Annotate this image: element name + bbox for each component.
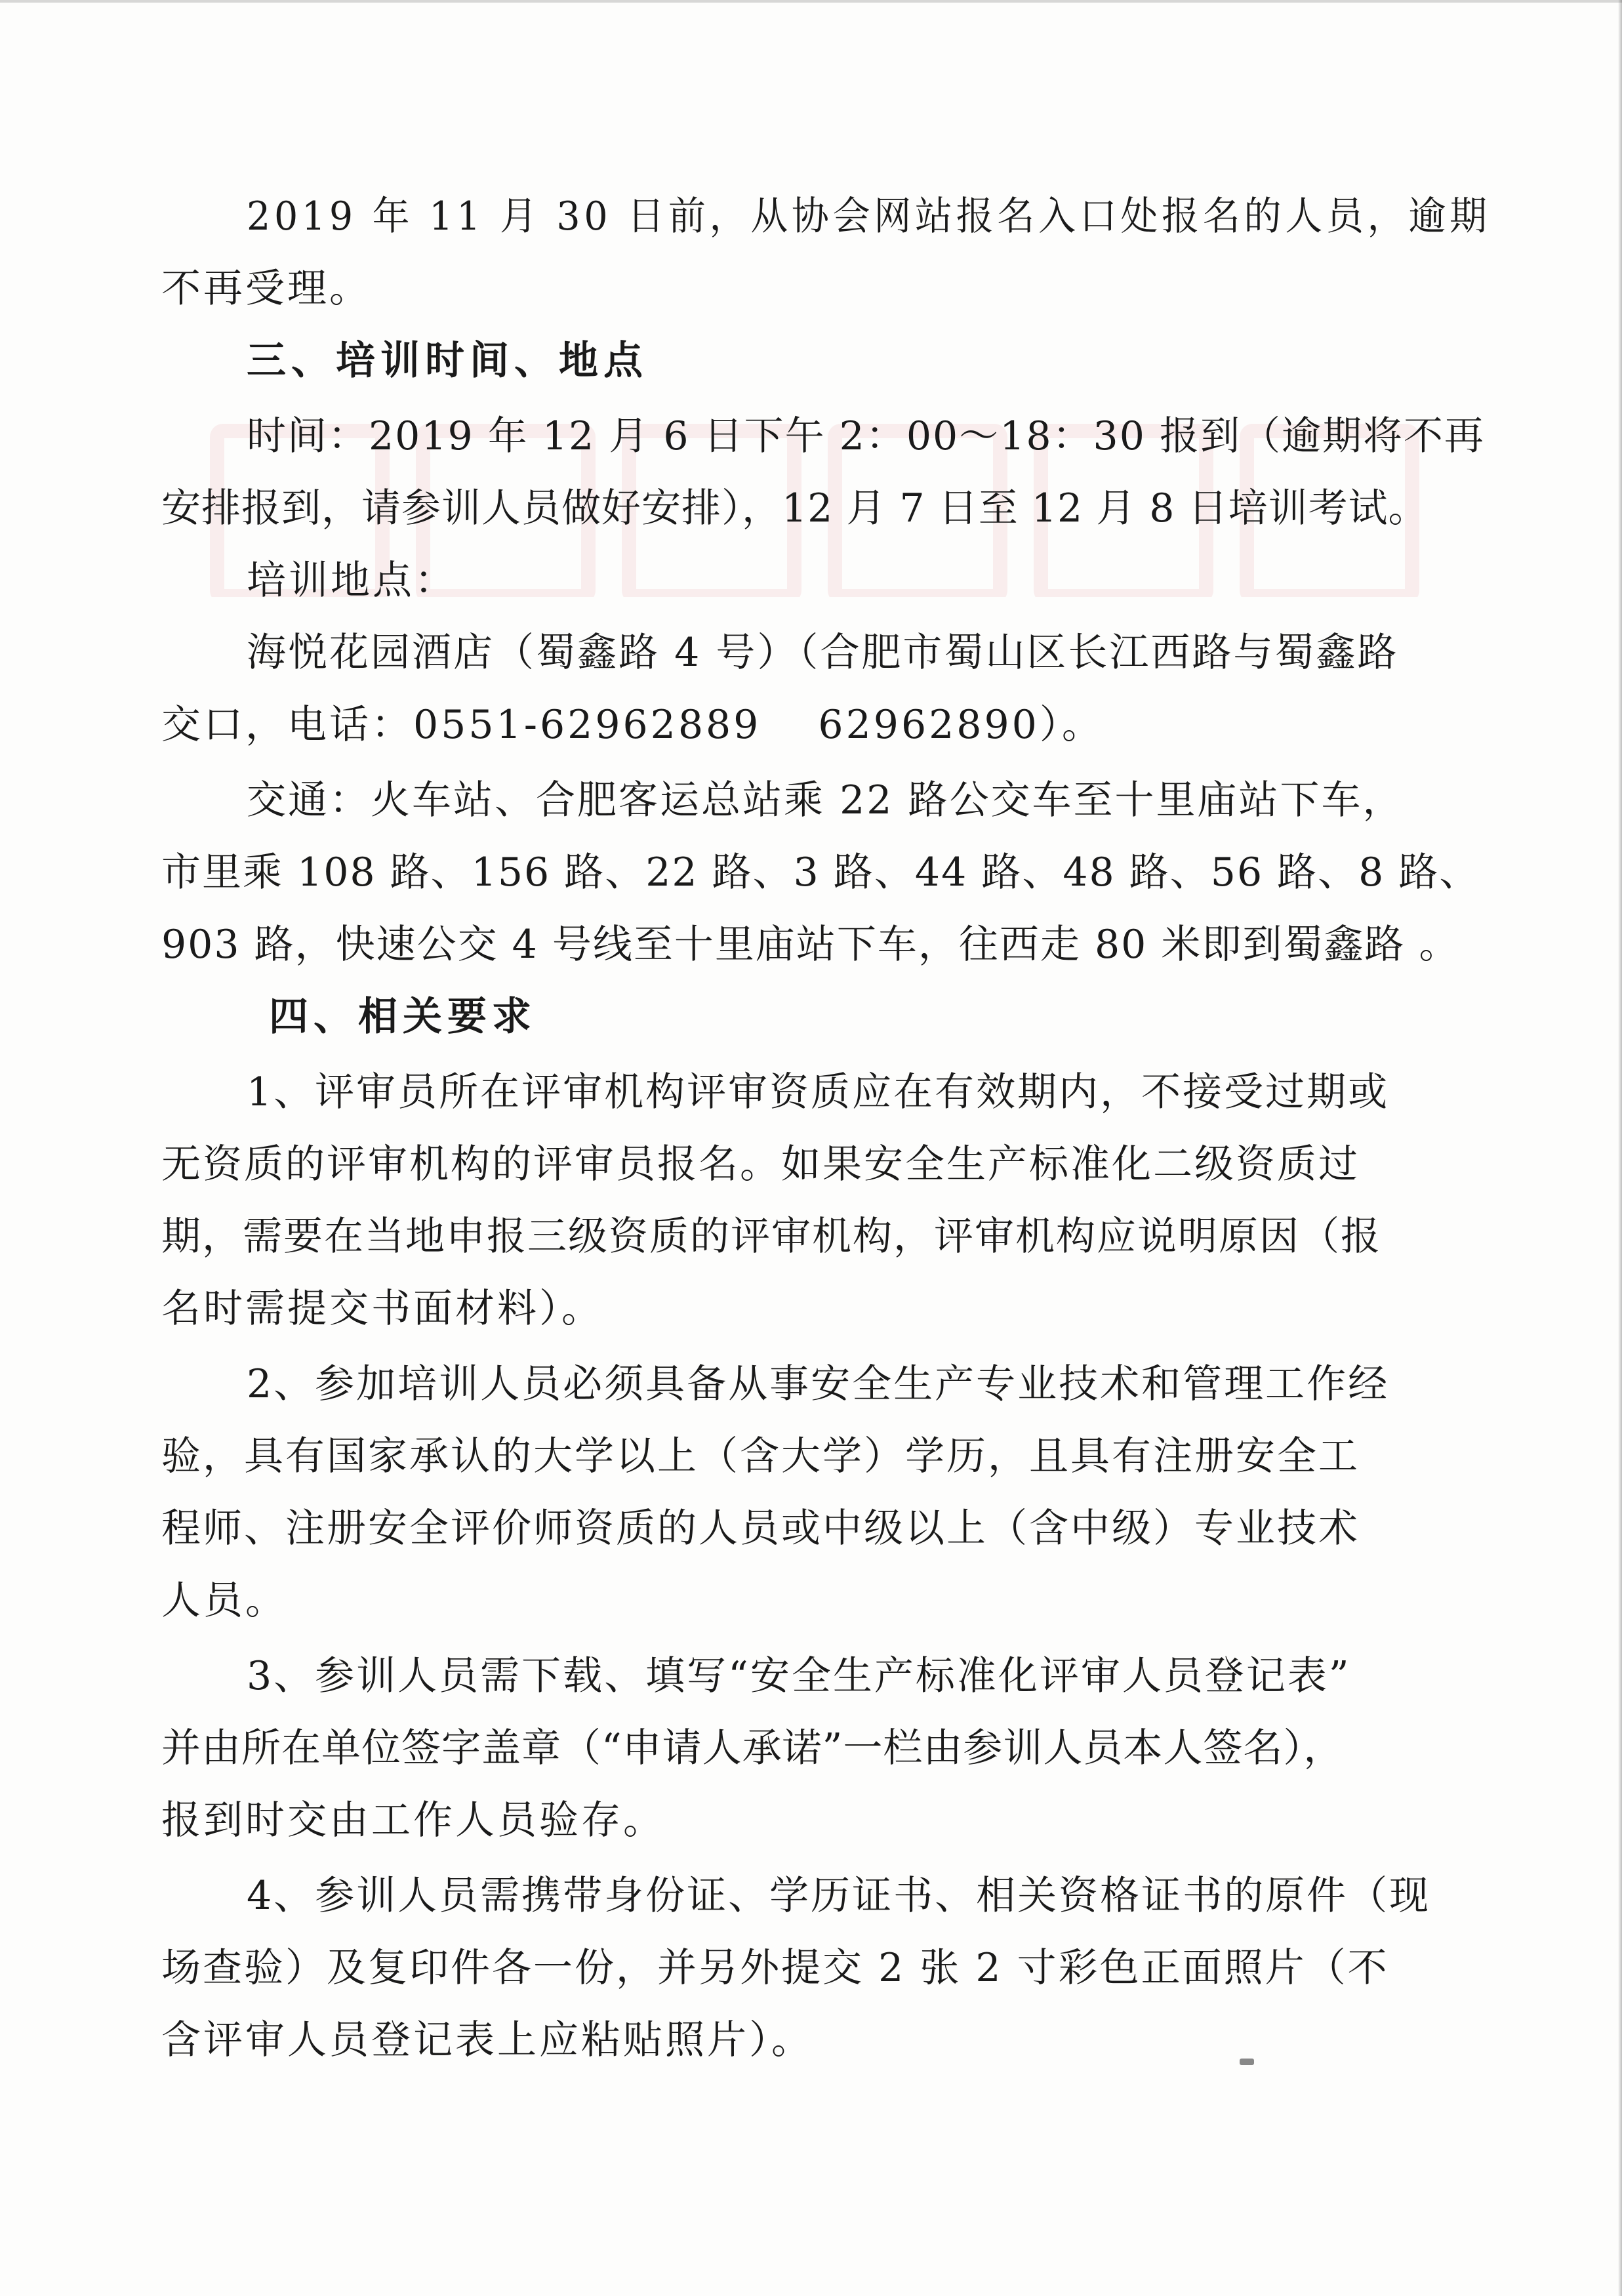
paragraph-line: 程师、注册安全评价师资质的人员或中级以上（含中级）专业技术 (161, 1506, 1360, 1551)
paragraph-line: 含评审人员登记表上应粘贴照片）。 (161, 2017, 813, 2063)
paragraph-line: 并由所在单位签字盖章（“申请人承诺”一栏由参训人员本人签名）， (161, 1725, 1344, 1771)
paragraph-line: 2019 年 11 月 30 日前，从协会网站报名入口处报名的人员，逾期 (247, 194, 1491, 239)
paragraph-line: 名时需提交书面材料）。 (161, 1286, 603, 1332)
paragraph-line: 时间：2019 年 12 月 6 日下午 2：00～18：30 报到（逾期将不再 (247, 413, 1485, 459)
paragraph-line: 交通：火车站、合肥客运总站乘 22 路公交车至十里庙站下车， (247, 777, 1404, 823)
paragraph-line: 不再受理。 (161, 266, 371, 312)
paragraph-line: 3、参训人员需下载、填写“安全生产标准化评审人员登记表” (247, 1653, 1351, 1699)
paragraph-line: 期，需要在当地申报三级资质的评审机构，评审机构应说明原因（报 (161, 1214, 1381, 1260)
paragraph-line: 903 路，快速公交 4 号线至十里庙站下车，往西走 80 米即到蜀鑫路 。 (161, 922, 1460, 968)
paragraph-line: 人员。 (161, 1578, 287, 1624)
paragraph-line: 市里乘 108 路、156 路、22 路、3 路、44 路、48 路、56 路、8 路、 (161, 850, 1480, 895)
paragraph-line: 交口，电话：0551-62962889 62962890）。 (161, 702, 1104, 748)
paragraph-line: 海悦花园酒店（蜀鑫路 4 号）（合肥市蜀山区长江西路与蜀鑫路 (247, 630, 1399, 676)
paragraph-line: 安排报到，请参训人员做好安排），12 月 7 日至 12 月 8 日培训考试。 (161, 485, 1429, 531)
section-heading: 四、相关要求 (269, 994, 537, 1040)
scan-speck (1240, 2059, 1254, 2065)
paragraph-line: 场查验）及复印件各一份，并另外提交 2 张 2 寸彩色正面照片（不 (161, 1945, 1389, 1991)
paragraph-line: 培训地点： (247, 558, 456, 604)
paragraph-line: 4、参训人员需携带身份证、学历证书、相关资格证书的原件（现 (247, 1873, 1431, 1919)
paragraph-line: 验，具有国家承认的大学以上（含大学）学历，且具有注册安全工 (161, 1433, 1360, 1479)
paragraph-line: 无资质的评审机构的评审员报名。如果安全生产标准化二级资质过 (161, 1141, 1360, 1187)
paragraph-line: 1、评审员所在评审机构评审资质应在有效期内，不接受过期或 (247, 1069, 1390, 1115)
paragraph-line: 2、参加培训人员必须具备从事安全生产专业技术和管理工作经 (247, 1361, 1390, 1407)
paragraph-line: 报到时交由工作人员验存。 (161, 1797, 665, 1843)
section-heading: 三、培训时间、地点 (247, 338, 648, 384)
